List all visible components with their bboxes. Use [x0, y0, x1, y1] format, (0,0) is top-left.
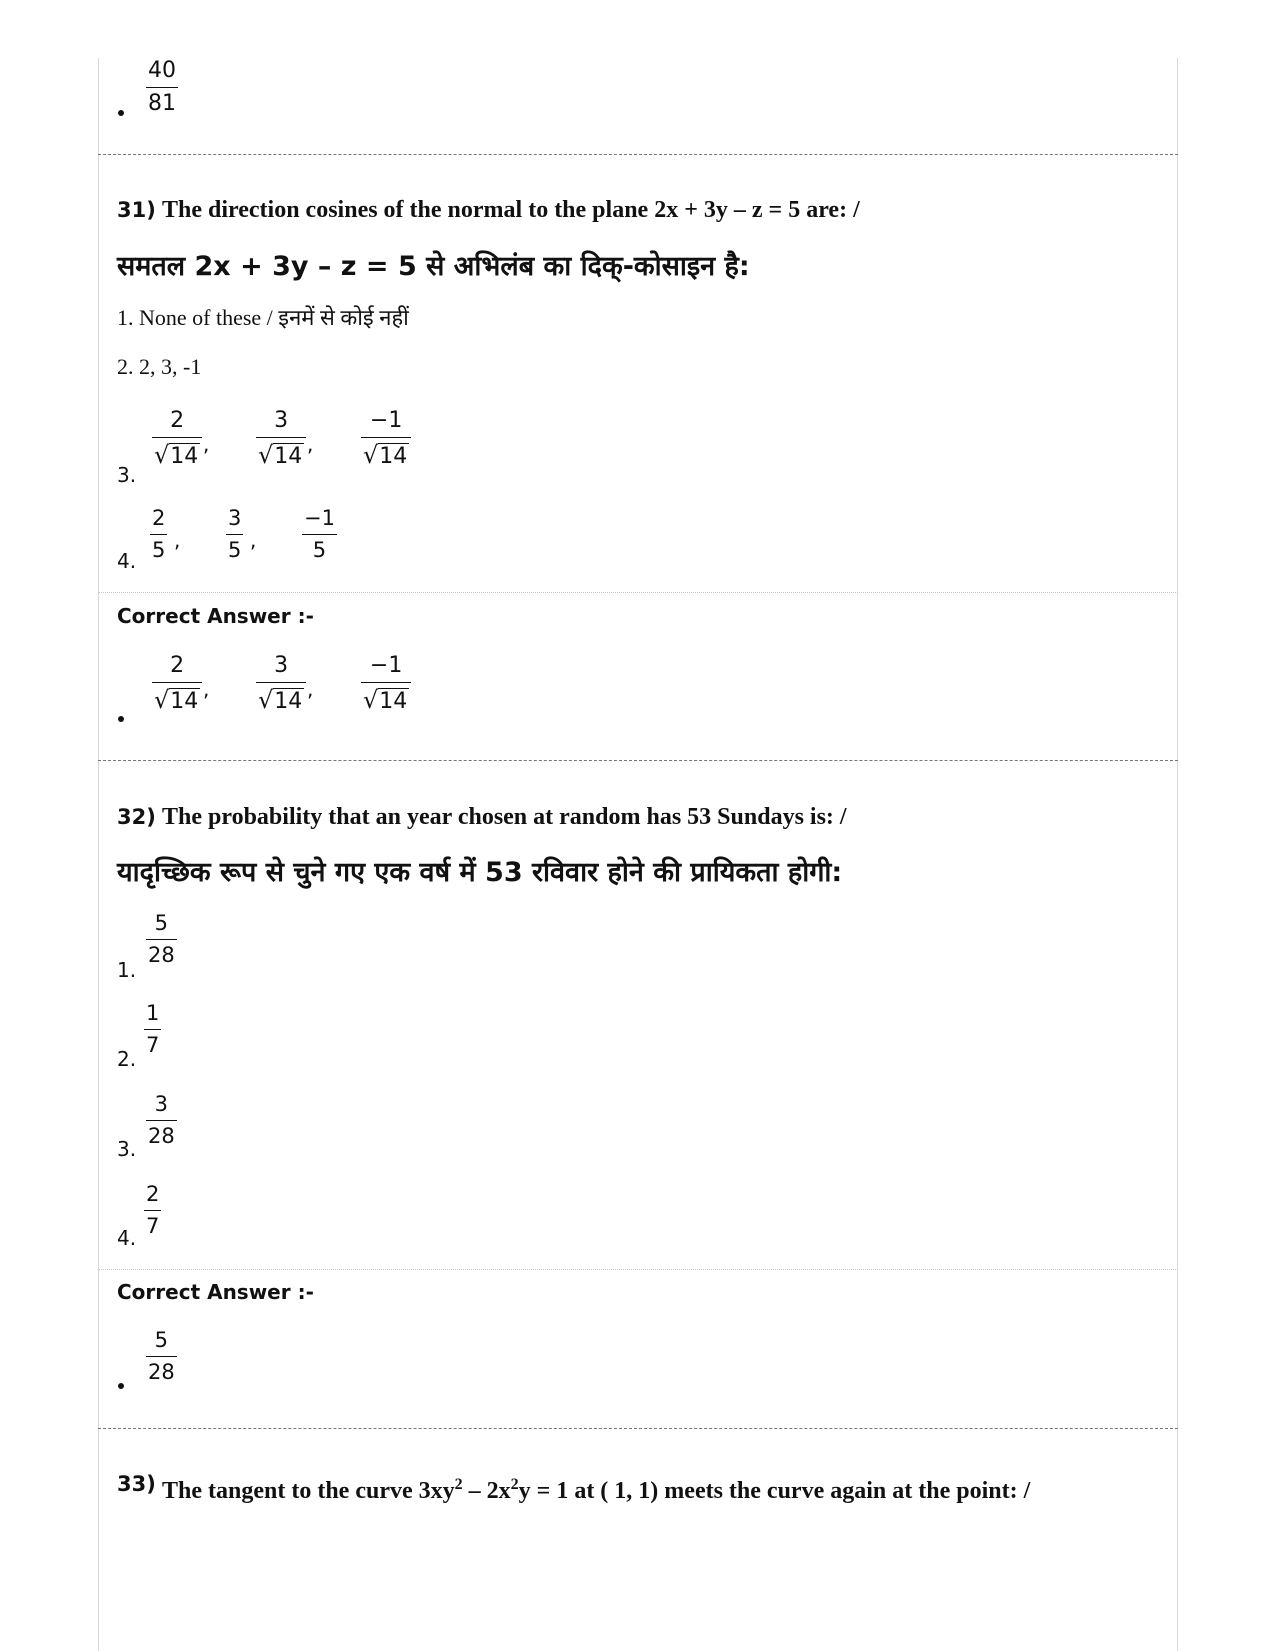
fraction-denominator: √ 14	[363, 441, 408, 469]
bullet	[118, 110, 124, 116]
option-label: 4.	[117, 549, 137, 573]
option-4-fraction-3	[302, 508, 337, 561]
question-text-english: The direction cosines of the normal to the plane 2x + 3y – z = 5 are: /	[162, 197, 860, 223]
correct-answer-label: Correct Answer :-	[117, 1280, 314, 1304]
comma: ,	[174, 528, 181, 552]
bullet	[118, 1383, 124, 1389]
option-text: 2, 3, -1	[139, 354, 202, 379]
fraction-denominator: √ 14	[258, 441, 303, 469]
fraction-denominator: √ 14	[258, 686, 303, 714]
option-text: None of these / इनमें से कोई नहीं	[139, 305, 409, 330]
fraction-numerator: 1	[146, 1001, 160, 1025]
question-text-hindi: यादृच्छिक रूप से चुने गए एक वर्ष में 53 रविवार होने की प्रायिकता होगी:	[117, 857, 843, 888]
option-3-fraction-2	[256, 410, 306, 468]
fraction-numerator: −1	[304, 506, 335, 530]
fraction-numerator: 3	[274, 653, 289, 678]
prev-correct-answer-fraction	[146, 60, 178, 115]
option-label: 2.	[117, 354, 134, 379]
option-4-fraction-1	[150, 508, 167, 561]
fraction-denominator: 5	[312, 538, 327, 562]
option-3-fraction	[146, 1094, 177, 1147]
comma: ,	[307, 432, 314, 456]
option-label: 1.	[117, 958, 137, 982]
answer-divider	[98, 1269, 1178, 1270]
option-2-fraction	[144, 1003, 161, 1056]
question-separator	[98, 1428, 1178, 1429]
fraction-numerator: 2	[146, 1182, 160, 1206]
comma: ,	[250, 528, 257, 552]
option-label: 3.	[117, 1137, 137, 1161]
fraction-denominator: √ 14	[363, 686, 408, 714]
question-text-english: The tangent to the curve $3xy^2 - 2x^2y = 1$ at ( 1, 1) meets the curve again at the point: /	[162, 1476, 1031, 1504]
option-4-fraction-2	[226, 508, 243, 561]
correct-answer-fraction-1	[152, 655, 202, 713]
option-1-fraction	[146, 913, 177, 966]
fraction-numerator: −1	[369, 653, 403, 678]
option-3-fraction-1	[152, 410, 202, 468]
option-1	[117, 302, 409, 332]
comma: ,	[203, 677, 210, 701]
fraction-numerator: 5	[154, 911, 169, 935]
fraction-numerator: 2	[152, 506, 166, 530]
sqrt-icon: √	[258, 686, 274, 714]
fraction-denominator: 7	[146, 1033, 160, 1057]
option-label: 2.	[117, 1047, 137, 1071]
fraction-numerator: 2	[170, 653, 185, 678]
comma: ,	[203, 432, 210, 456]
fraction-numerator: 40	[148, 58, 176, 83]
sqrt-icon: √	[154, 686, 170, 714]
fraction-numerator: 2	[170, 408, 185, 433]
option-label: 3.	[117, 463, 137, 487]
fraction-numerator: 3	[228, 506, 242, 530]
fraction-denominator: 28	[148, 1360, 175, 1384]
question-number: 33)	[117, 1472, 156, 1496]
option-label: 4.	[117, 1226, 137, 1250]
fraction-numerator: −1	[369, 408, 403, 433]
sqrt-icon: √	[258, 441, 274, 469]
sqrt-icon: √	[154, 441, 170, 469]
option-2	[117, 354, 201, 380]
option-4-fraction	[144, 1184, 161, 1237]
fraction-denominator: √ 14	[154, 441, 199, 469]
fraction-denominator: 5	[152, 538, 166, 562]
question-text-hindi: समतल 2x + 3y – z = 5 से अभिलंब का दिक्-कोसाइन है:	[117, 251, 750, 282]
sqrt-icon: √	[363, 686, 379, 714]
fraction-denominator: 81	[148, 91, 176, 116]
question-number: 32)	[117, 805, 156, 829]
question-separator	[98, 760, 1178, 761]
fraction-denominator: 5	[228, 538, 242, 562]
fraction-numerator: 3	[154, 1092, 169, 1116]
fraction-denominator: 28	[148, 1124, 175, 1148]
question-number: 31)	[117, 198, 156, 222]
question-text-english: The probability that an year chosen at random has 53 Sundays is: /	[162, 804, 847, 830]
comma: ,	[307, 677, 314, 701]
option-label: 1.	[117, 305, 134, 330]
fraction-denominator: 7	[146, 1214, 160, 1238]
answer-divider	[98, 592, 1178, 593]
sqrt-icon: √	[363, 441, 379, 469]
fraction-numerator: 3	[274, 408, 289, 433]
fraction-denominator: √ 14	[154, 686, 199, 714]
correct-answer-label: Correct Answer :-	[117, 604, 314, 628]
fraction-denominator: 28	[148, 943, 175, 967]
question-separator	[98, 154, 1178, 155]
option-3-fraction-3	[361, 410, 411, 468]
fraction-numerator: 5	[154, 1328, 169, 1352]
correct-answer-fraction-2	[256, 655, 306, 713]
bullet	[118, 716, 124, 722]
correct-answer-fraction-3	[361, 655, 411, 713]
correct-answer-fraction	[146, 1330, 177, 1383]
